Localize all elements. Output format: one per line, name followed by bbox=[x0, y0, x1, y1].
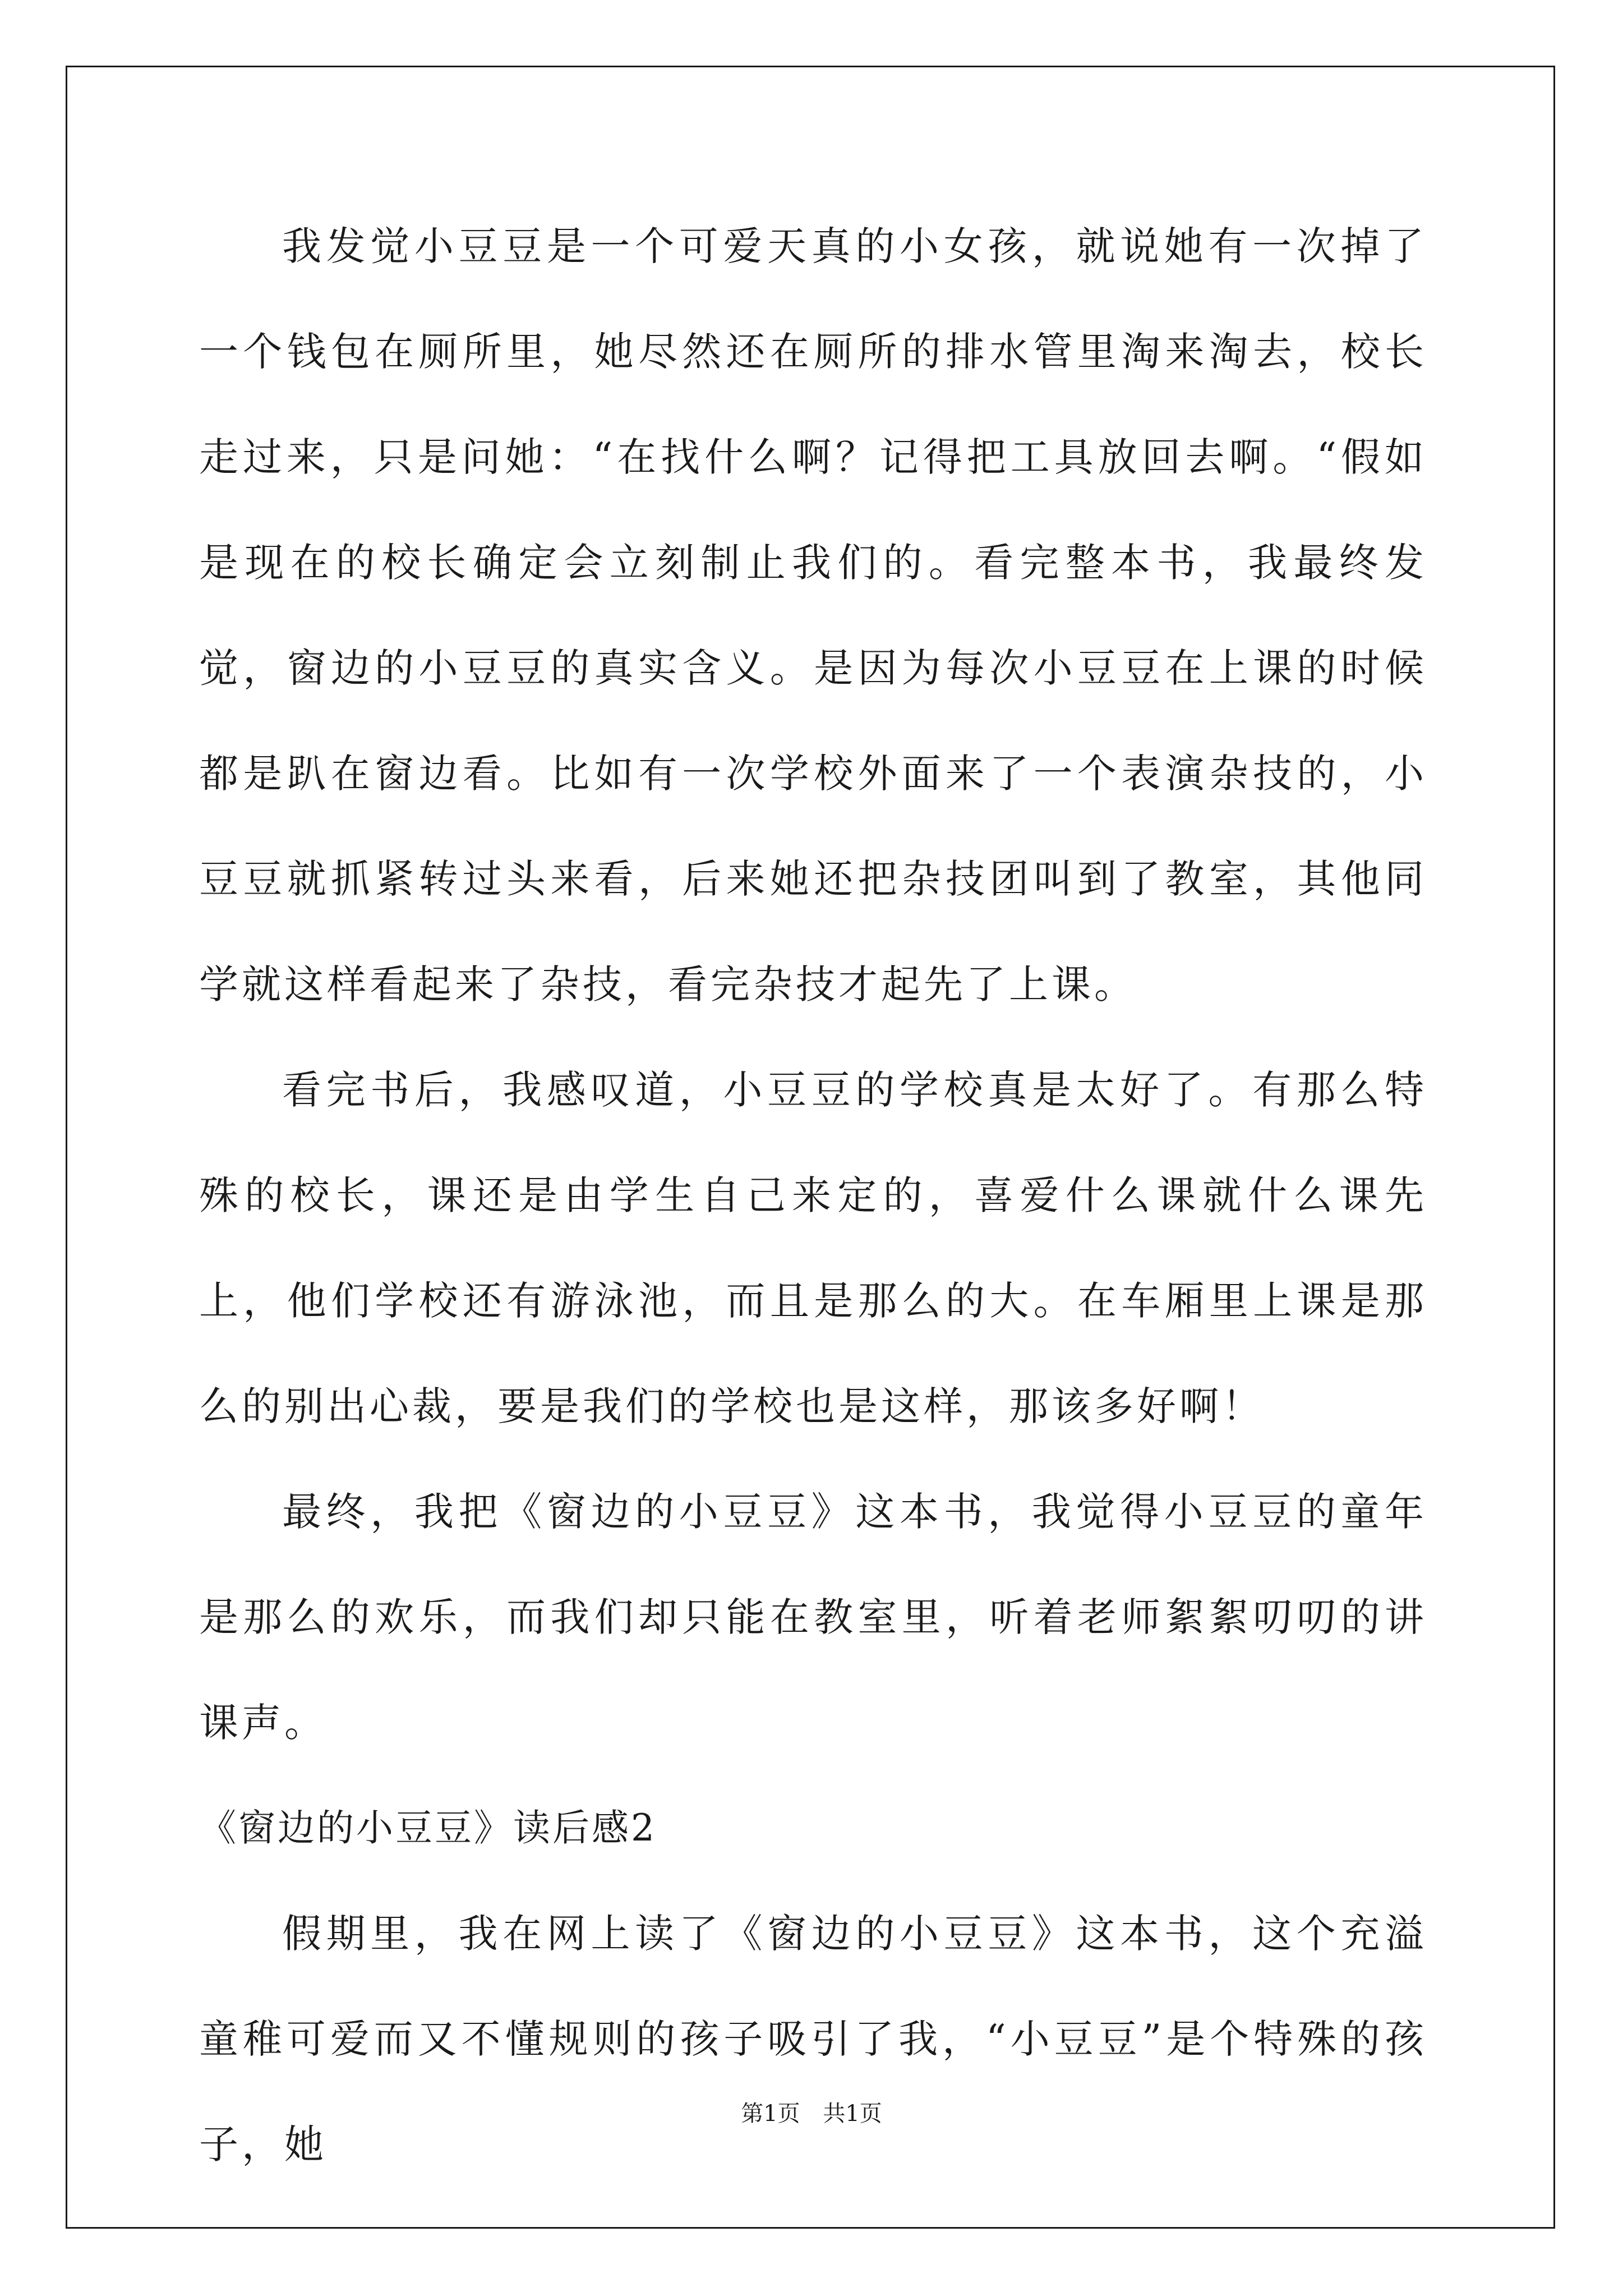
paragraph-4: 假期里，我在网上读了《窗边的小豆豆》这本书，这个充溢童稚可爱而又不懂规则的孩子吸引了我，“小豆豆”是个特殊的孩子，她 bbox=[199, 1911, 1427, 2168]
page-total: 共1页 bbox=[823, 2101, 882, 2127]
document-body bbox=[199, 194, 1427, 2197]
paragraph-2: 看完书后，我感叹道，小豆豆的学校真是太好了。有那么特殊的校长，课还是由学生自己来定的，喜爱什么课就什么课先上，他们学校还有游泳池，而且是那么的大。在车厢里上课是那么的别出心裁，要是我们的学校也是这样，那该多好啊！ bbox=[199, 1067, 1427, 1429]
page-footer bbox=[0, 2098, 1623, 2129]
paragraph-3: 最终，我把《窗边的小豆豆》这本书，我觉得小豆豆的童年是那么的欢乐，而我们却只能在教室里，听着老师絮絮叨叨的讲课声。 bbox=[199, 1489, 1427, 1746]
page-number: 第1页 bbox=[741, 2101, 800, 2127]
section-heading: 《窗边的小豆豆》读后感2 bbox=[199, 1806, 657, 1849]
paragraph-1: 我发觉小豆豆是一个可爱天真的小女孩，就说她有一次掉了一个钱包在厕所里，她尽然还在厕所的排水管里淘来淘去，校长走过来，只是问她：“在找什么啊？记得把工具放回去啊。“假如是现在的校长确定会立刻制止我们的。看完整本书，我最终发觉，窗边的小豆豆的真实含义。是因为每次小豆豆在上课的时候都是趴在窗边看。比如有一次学校外面来了一个表演杂技的，小豆豆就抓紧转过头来看，后来她还把杂技团叫到了教室，其他同学就这样看起来了杂技，看完杂技才起先了上课。 bbox=[199, 223, 1427, 1007]
